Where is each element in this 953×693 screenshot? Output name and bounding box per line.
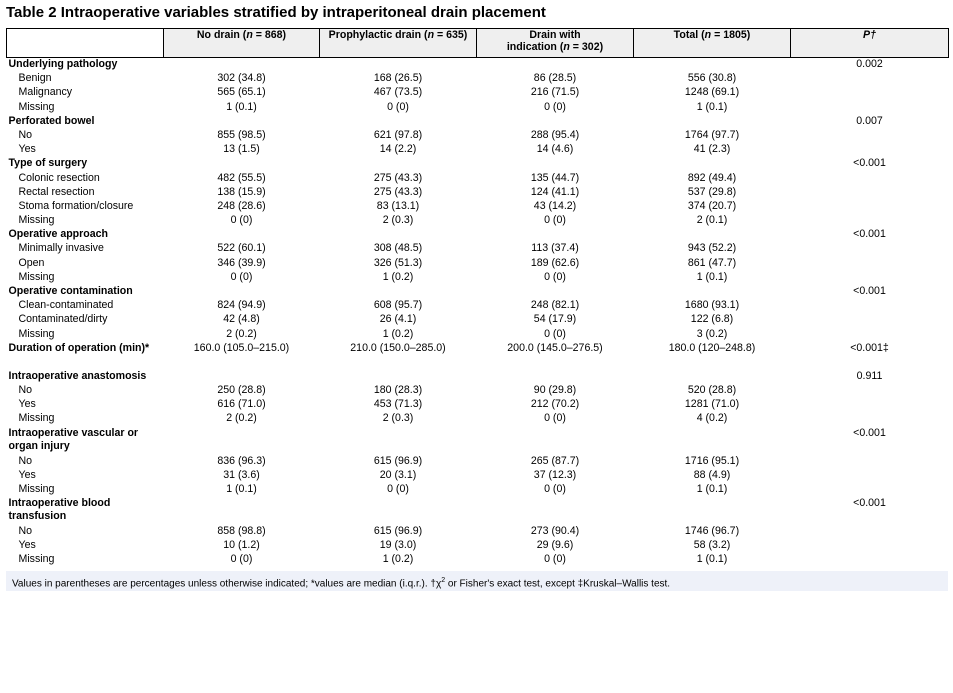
group-row — [7, 285, 949, 299]
group-row — [7, 115, 949, 129]
cell-drain-with-indication: 288 (95.4) — [530, 128, 580, 141]
cell-p-value: 0.911 — [856, 369, 883, 382]
cell-drain-with-indication: 86 (28.5) — [533, 72, 577, 85]
cell-drain-with-indication: 37 (12.3) — [533, 468, 577, 481]
cell-no-drain: 13 (1.5) — [223, 143, 260, 156]
cell-prophylactic-drain: 615 (96.9) — [373, 525, 423, 538]
cell-prophylactic-drain — [320, 58, 477, 73]
cell-total — [634, 115, 791, 129]
cell-drain-with-indication: 0 (0) — [544, 327, 566, 340]
cell-p-value — [791, 172, 949, 186]
cell-prophylactic-drain: 210.0 (150.0–285.0) — [350, 341, 446, 354]
row-label: Missing — [18, 553, 55, 566]
cell-prophylactic-drain: 2 (0.3) — [382, 412, 414, 425]
cell-prophylactic-drain: 453 (71.3) — [373, 398, 423, 411]
row-label: Missing — [18, 327, 55, 340]
cell-total — [634, 370, 791, 384]
cell-no-drain: 858 (98.8) — [217, 525, 266, 538]
cell-no-drain: 855 (98.5) — [217, 128, 266, 141]
cell-p-value — [791, 242, 949, 256]
cell-drain-with-indication: 135 (44.7) — [530, 171, 580, 184]
cell-no-drain: 42 (4.8) — [223, 313, 260, 326]
table-row — [7, 101, 949, 115]
group-row — [7, 342, 949, 370]
cell-p-value: <0.001 — [853, 497, 886, 510]
cell-no-drain: 1 (0.1) — [226, 482, 257, 495]
table-row — [7, 143, 949, 157]
row-label: Intraoperative blood transfusion — [8, 497, 111, 523]
group-row — [7, 58, 949, 73]
cell-drain-with-indication — [477, 370, 634, 384]
cell-prophylactic-drain — [320, 370, 477, 384]
cell-no-drain — [164, 58, 320, 73]
cell-p-value — [791, 72, 949, 86]
group-row — [7, 157, 949, 171]
cell-prophylactic-drain: 275 (43.3) — [373, 185, 423, 198]
table-row — [7, 86, 949, 100]
cell-no-drain: 2 (0.2) — [226, 412, 257, 425]
cell-drain-with-indication: 200.0 (145.0–276.5) — [507, 341, 603, 354]
table-row — [7, 299, 949, 313]
row-label: Malignancy — [18, 86, 73, 99]
cell-prophylactic-drain: 20 (3.1) — [379, 468, 417, 481]
cell-prophylactic-drain: 326 (51.3) — [373, 256, 423, 269]
table-row — [7, 200, 949, 214]
cell-p-value — [791, 483, 949, 497]
row-label: No — [18, 525, 33, 538]
table-row — [7, 129, 949, 143]
cell-no-drain — [164, 228, 320, 242]
cell-prophylactic-drain: 14 (2.2) — [379, 143, 417, 156]
cell-drain-with-indication: 90 (29.8) — [533, 383, 577, 396]
cell-total: 122 (6.8) — [690, 313, 734, 326]
cell-prophylactic-drain: 308 (48.5) — [373, 242, 423, 255]
row-label: Perforated bowel — [8, 114, 95, 127]
cell-p-value: <0.001 — [853, 426, 886, 439]
cell-drain-with-indication: 0 (0) — [544, 214, 566, 227]
cell-drain-with-indication: 14 (4.6) — [536, 143, 574, 156]
table-row — [7, 483, 949, 497]
cell-drain-with-indication: 189 (62.6) — [530, 256, 580, 269]
table-row — [7, 455, 949, 469]
cell-no-drain — [164, 115, 320, 129]
cell-no-drain — [164, 427, 320, 455]
cell-drain-with-indication: 0 (0) — [544, 412, 566, 425]
cell-total: 1764 (97.7) — [684, 128, 740, 141]
cell-no-drain — [164, 497, 320, 525]
cell-prophylactic-drain: 467 (73.5) — [373, 86, 423, 99]
row-label: Missing — [18, 214, 55, 227]
cell-total: 58 (3.2) — [693, 539, 731, 552]
cell-no-drain: 1 (0.1) — [226, 100, 257, 113]
cell-no-drain: 522 (60.1) — [217, 242, 266, 255]
cell-drain-with-indication — [477, 427, 634, 455]
cell-total: 88 (4.9) — [693, 468, 731, 481]
cell-total: 1680 (93.1) — [684, 299, 740, 312]
cell-drain-with-indication — [477, 497, 634, 525]
cell-total: 1281 (71.0) — [684, 398, 740, 411]
cell-prophylactic-drain: 615 (96.9) — [373, 454, 423, 467]
header-variable — [7, 29, 164, 58]
header-total: Total (n = 1805) — [634, 29, 791, 58]
group-row — [7, 228, 949, 242]
cell-p-value — [791, 186, 949, 200]
cell-prophylactic-drain: 180 (28.3) — [373, 383, 423, 396]
cell-no-drain: 836 (96.3) — [217, 454, 266, 467]
cell-total: 1 (0.1) — [696, 553, 728, 566]
cell-drain-with-indication — [477, 115, 634, 129]
row-label: Intraoperative vascular or organ injury — [8, 426, 139, 452]
cell-prophylactic-drain: 1 (0.2) — [382, 553, 414, 566]
table-row — [7, 242, 949, 256]
table-row — [7, 257, 949, 271]
cell-total — [634, 497, 791, 525]
cell-p-value — [791, 143, 949, 157]
cell-total: 180.0 (120–248.8) — [668, 341, 756, 354]
row-label: No — [18, 383, 33, 396]
cell-prophylactic-drain — [320, 427, 477, 455]
cell-no-drain: 302 (34.8) — [217, 72, 266, 85]
cell-drain-with-indication — [477, 157, 634, 171]
table-row — [7, 539, 949, 553]
cell-drain-with-indication: 113 (37.4) — [531, 242, 579, 255]
cell-prophylactic-drain: 2 (0.3) — [382, 214, 414, 227]
row-label: Underlying pathology — [8, 58, 118, 70]
cell-no-drain: 616 (71.0) — [217, 398, 266, 411]
cell-no-drain: 138 (15.9) — [217, 185, 266, 198]
row-label: Colonic resection — [18, 171, 100, 184]
row-label: Missing — [18, 482, 55, 495]
cell-no-drain: 0 (0) — [230, 270, 253, 283]
cell-drain-with-indication: 29 (9.6) — [536, 539, 574, 552]
cell-p-value: <0.001 — [853, 228, 886, 241]
cell-prophylactic-drain: 19 (3.0) — [379, 539, 417, 552]
cell-p-value — [791, 214, 949, 228]
cell-total: 1 (0.1) — [696, 482, 728, 495]
row-label: Stoma formation/closure — [18, 199, 134, 212]
cell-total — [634, 285, 791, 299]
table-title: Table 2 Intraoperative variables stratified by intraperitoneal drain placement — [6, 4, 546, 21]
cell-p-value: <0.001 — [853, 285, 886, 297]
cell-prophylactic-drain: 0 (0) — [387, 482, 409, 495]
cell-prophylactic-drain: 168 (26.5) — [373, 72, 423, 85]
table-row — [7, 412, 949, 426]
cell-p-value — [791, 412, 949, 426]
cell-no-drain: 2 (0.2) — [226, 327, 257, 340]
header-prophylactic-drain: Prophylactic drain (n = 635) — [320, 29, 477, 58]
cell-total: 1 (0.1) — [696, 270, 728, 283]
cell-total: 556 (30.8) — [687, 72, 737, 85]
cell-total: 1 (0.1) — [696, 100, 728, 113]
group-row — [7, 427, 949, 455]
cell-drain-with-indication: 0 (0) — [544, 100, 566, 113]
cell-no-drain: 160.0 (105.0–215.0) — [193, 341, 290, 354]
cell-total: 1716 (95.1) — [684, 454, 740, 467]
table-body — [7, 58, 949, 568]
table-row — [7, 172, 949, 186]
group-row — [7, 370, 949, 384]
cell-total — [634, 58, 791, 73]
table-row — [7, 525, 949, 539]
cell-p-value — [791, 553, 949, 567]
row-label: Missing — [18, 412, 55, 425]
cell-drain-with-indication: 248 (82.1) — [530, 299, 580, 312]
cell-drain-with-indication: 124 (41.1) — [530, 185, 580, 198]
cell-total — [634, 157, 791, 171]
cell-p-value — [791, 384, 949, 398]
cell-total: 1248 (69.1) — [684, 86, 740, 99]
data-table — [6, 28, 949, 568]
row-label: Type of surgery — [8, 157, 88, 170]
group-row — [7, 497, 949, 525]
cell-p-value: 0.007 — [856, 114, 883, 127]
table-row — [7, 271, 949, 285]
cell-prophylactic-drain: 0 (0) — [387, 100, 409, 113]
table-row — [7, 186, 949, 200]
cell-drain-with-indication: 212 (70.2) — [530, 398, 580, 411]
row-label: Yes — [18, 143, 36, 156]
table-row — [7, 469, 949, 483]
cell-prophylactic-drain: 608 (95.7) — [373, 299, 423, 312]
cell-p-value — [791, 469, 949, 483]
row-label: Benign — [18, 72, 52, 85]
cell-total: 1746 (96.7) — [684, 525, 740, 538]
table-row — [7, 398, 949, 412]
cell-p-value: 0.002 — [856, 58, 883, 70]
row-label: Yes — [18, 398, 36, 411]
cell-drain-with-indication: 273 (90.4) — [530, 525, 580, 538]
cell-p-value — [791, 455, 949, 469]
header-drain-with-indication: Drain with indication (n = 302) — [477, 29, 634, 58]
cell-prophylactic-drain — [320, 115, 477, 129]
cell-drain-with-indication: 0 (0) — [544, 553, 566, 566]
cell-prophylactic-drain: 83 (13.1) — [376, 199, 420, 212]
cell-drain-with-indication: 216 (71.5) — [530, 86, 580, 99]
cell-p-value — [791, 200, 949, 214]
row-label: Contaminated/dirty — [18, 313, 108, 326]
row-label: Missing — [18, 100, 55, 113]
cell-prophylactic-drain — [320, 497, 477, 525]
cell-p-value — [791, 129, 949, 143]
cell-p-value — [791, 101, 949, 115]
row-label: Yes — [18, 468, 36, 481]
cell-p-value — [791, 86, 949, 100]
cell-drain-with-indication: 54 (17.9) — [533, 313, 577, 326]
cell-no-drain: 248 (28.6) — [217, 199, 266, 212]
cell-p-value — [791, 257, 949, 271]
cell-total: 892 (49.4) — [687, 171, 737, 184]
row-label: No — [18, 128, 33, 141]
cell-no-drain — [164, 285, 320, 299]
table-row — [7, 72, 949, 86]
cell-total — [634, 228, 791, 242]
cell-total: 374 (20.7) — [687, 199, 737, 212]
cell-no-drain: 10 (1.2) — [223, 539, 260, 552]
cell-prophylactic-drain — [320, 228, 477, 242]
cell-prophylactic-drain: 26 (4.1) — [379, 313, 417, 326]
table-row — [7, 328, 949, 342]
cell-total — [634, 427, 791, 455]
table-row — [7, 553, 949, 567]
row-label: Minimally invasive — [18, 242, 104, 255]
cell-no-drain: 482 (55.5) — [217, 171, 266, 184]
cell-p-value — [791, 525, 949, 539]
cell-p-value — [791, 271, 949, 285]
cell-total: 2 (0.1) — [696, 214, 728, 227]
cell-drain-with-indication: 43 (14.2) — [533, 199, 577, 212]
header-p-value: P† — [791, 29, 949, 58]
row-label: Clean-contaminated — [18, 299, 114, 312]
cell-prophylactic-drain: 275 (43.3) — [373, 171, 423, 184]
cell-total: 41 (2.3) — [693, 143, 731, 156]
cell-p-value — [791, 299, 949, 313]
cell-drain-with-indication — [477, 58, 634, 73]
cell-p-value: <0.001‡ — [850, 341, 889, 354]
table-row — [7, 313, 949, 327]
cell-no-drain — [164, 370, 320, 384]
cell-drain-with-indication: 0 (0) — [544, 270, 566, 283]
footnote: Values in parentheses are percentages unless otherwise indicated; *values are median (i.q.r.). $\dagger\chi^2$ or Fisher's exact test, except ‡Kruskal–Wallis test. — [6, 571, 948, 591]
cell-no-drain: 346 (39.9) — [217, 256, 266, 269]
cell-no-drain — [164, 157, 320, 171]
cell-no-drain: 31 (3.6) — [223, 468, 260, 481]
cell-drain-with-indication — [477, 285, 634, 299]
cell-p-value — [791, 313, 949, 327]
cell-prophylactic-drain: 1 (0.2) — [382, 270, 414, 283]
row-label: Rectal resection — [18, 185, 95, 198]
cell-total: 943 (52.2) — [687, 242, 737, 255]
cell-no-drain: 565 (65.1) — [217, 86, 266, 99]
row-label: Operative approach — [8, 228, 108, 241]
cell-p-value — [791, 539, 949, 553]
header-no-drain: No drain (n = 868) — [164, 29, 320, 58]
cell-p-value — [791, 328, 949, 342]
cell-drain-with-indication — [477, 228, 634, 242]
cell-total: 537 (29.8) — [687, 185, 737, 198]
cell-no-drain: 0 (0) — [230, 214, 253, 227]
row-label: Intraoperative anastomosis — [8, 369, 147, 382]
table-row — [7, 214, 949, 228]
cell-prophylactic-drain — [320, 157, 477, 171]
cell-prophylactic-drain — [320, 285, 477, 299]
row-label: Yes — [18, 539, 36, 552]
cell-prophylactic-drain: 621 (97.8) — [373, 128, 423, 141]
cell-no-drain: 0 (0) — [230, 553, 253, 566]
cell-prophylactic-drain: 1 (0.2) — [382, 327, 414, 340]
row-label: Open — [18, 256, 45, 269]
cell-no-drain: 250 (28.8) — [217, 383, 266, 396]
cell-total: 3 (0.2) — [696, 327, 728, 340]
row-label: Missing — [18, 270, 55, 283]
row-label: No — [18, 454, 33, 467]
table-row — [7, 384, 949, 398]
cell-total: 861 (47.7) — [687, 256, 737, 269]
cell-p-value — [791, 398, 949, 412]
cell-total: 4 (0.2) — [696, 412, 728, 425]
cell-drain-with-indication: 265 (87.7) — [530, 454, 580, 467]
cell-drain-with-indication: 0 (0) — [544, 482, 566, 495]
header-row — [7, 29, 949, 58]
row-label: Operative contamination — [8, 285, 133, 297]
cell-p-value: <0.001 — [853, 157, 886, 170]
row-label: Duration of operation (min)* — [8, 341, 150, 354]
cell-no-drain: 824 (94.9) — [217, 299, 266, 312]
cell-total: 520 (28.8) — [687, 383, 737, 396]
